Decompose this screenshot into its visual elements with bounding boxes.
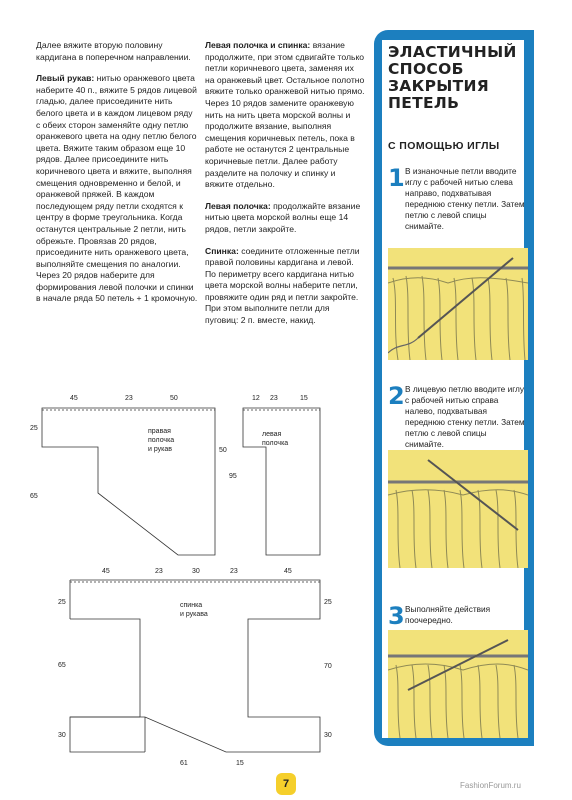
dim-back-top-23a: 23	[155, 568, 163, 575]
panel-title: ЭЛАСТИЧНЫЙ СПОСОБ ЗАКРЫТИЯ ПЕТЕЛЬ	[388, 43, 517, 112]
left-front-label-2: полочка	[262, 440, 289, 447]
dim-back-bottom-61: 61	[180, 760, 188, 767]
step-2-text: В лицевую петлю вводите иглу с рабочей нитью справа налево, подхватывая переднюю стенку петли. Затем петлю с левой спицы снимайте.	[405, 384, 525, 449]
left-front-label-1: левая	[262, 431, 282, 438]
dim-right-50: 50	[219, 447, 227, 454]
dim-top-23-left: 23	[270, 395, 278, 402]
intro-paragraph: Далее вяжите вторую половину кардигана в поперечном направлении.	[36, 40, 191, 62]
watermark: FashionForum.ru	[460, 781, 521, 790]
left-sleeve-heading: Левый рукав:	[36, 73, 95, 84]
dim-top-23: 23	[125, 395, 133, 402]
back-heading: Спинка:	[205, 245, 239, 256]
dim-top-45: 45	[70, 395, 78, 402]
left-front-text: продолжайте вязание нитью цвета морской волны еще 14 рядов, петли закройте.	[205, 200, 361, 234]
left-sleeve-text: нитью оранжевого цвета наберите 40 п., вяжите 5 рядов лицевой гладью, далее присоедините нить белого цвета и в каждом лицевом ряду с обеих сторон заменяйте одну петлю оранжевого цвета на одну петлю белого цвета. Вяжите таким образом еще 10 рядов. Далее присоедините нить коричневого цвета и вяжите, выполняя смещения одновременно и белой, и оранжевой пряжей. В каждом последующем ряду петли сходятся к центру в форме треугольника. Когда останутся центральные 2 петли, нить обрежьте. Провязав 20 рядов, присоедините нить оранжевого цвета, выполняйте смещения по аналогии. Через 20 рядов наберите для формирования левой полочки и спинки в начале ряда 50 петель + 1 кромочную.	[36, 73, 198, 304]
knitting-illustration-3	[388, 630, 528, 738]
left-front-outline	[243, 408, 320, 555]
dim-left-95: 95	[229, 473, 237, 480]
dim-left-25: 25	[30, 425, 38, 432]
dim-back-left-30: 30	[58, 732, 66, 739]
dim-back-right-25: 25	[324, 599, 332, 606]
page-number: 7	[276, 773, 296, 795]
dim-top-50: 50	[170, 395, 178, 402]
dim-back-left-65: 65	[58, 662, 66, 669]
step-3-number: 3	[388, 602, 405, 630]
back-label-2: и рукава	[180, 611, 208, 618]
right-front-outline	[42, 408, 215, 555]
dim-back-top-45a: 45	[102, 568, 110, 575]
step-1-number: 1	[388, 164, 405, 192]
left-front-heading: Левая полочка:	[205, 200, 271, 211]
right-front-label-2: полочка	[148, 437, 175, 444]
dim-back-left-25: 25	[58, 599, 66, 606]
right-front-label-3: и рукав	[148, 446, 172, 453]
dim-left-65: 65	[30, 493, 38, 500]
knitting-illustration-1	[388, 248, 528, 360]
step-2-number: 2	[388, 382, 405, 410]
dim-back-top-23b: 23	[230, 568, 238, 575]
panel-subtitle: С ПОМОЩЬЮ ИГЛЫ	[388, 140, 500, 152]
dim-back-top-30: 30	[192, 568, 200, 575]
left-front-back-text: вязание продолжите, при этом сдвигайте только петли коричневого цвета, заменяя их на оранжевый цвет. Остальное полотно вяжите только оранжевой нитью прямо. Через 10 рядов замените оранжевую нить на нить цвета морской волны и продолжите вязание, выполняя смещения коричневых петель, пока в работе не останутся 2 центральные коричневые петли. Далее работу разделите на полочку и спинку и вяжите отдельно.	[205, 40, 365, 190]
back-text: соедините отложенные петли правой половины кардигана и левой. По периметру всего кардигана нитью цвета морской волны наберите петли, провяжите один ряд и петли закройте. При этом выполните петли для пуговиц: 2 п. вместе, накид.	[205, 245, 360, 326]
step-1-text: В изнаночные петли вводите иглу с рабочей нитью слева направо, подхватывая переднюю стенку петли. Затем петлю с левой спицы снимайте.	[405, 166, 525, 231]
left-front-back-heading: Левая полочка и спинка:	[205, 40, 311, 50]
dim-top-12: 12	[252, 395, 260, 402]
right-front-label-1: правая	[148, 428, 171, 435]
knitting-illustration-2	[388, 450, 528, 568]
dim-back-top-45b: 45	[284, 568, 292, 575]
dim-top-15: 15	[300, 395, 308, 402]
back-label-1: спинка	[180, 602, 203, 609]
step-3-text: Выполняйте действия поочередно.	[405, 604, 491, 625]
dim-back-bottom-15: 15	[236, 760, 244, 767]
dim-back-right-70: 70	[324, 663, 332, 670]
dim-back-right-30: 30	[324, 732, 332, 739]
